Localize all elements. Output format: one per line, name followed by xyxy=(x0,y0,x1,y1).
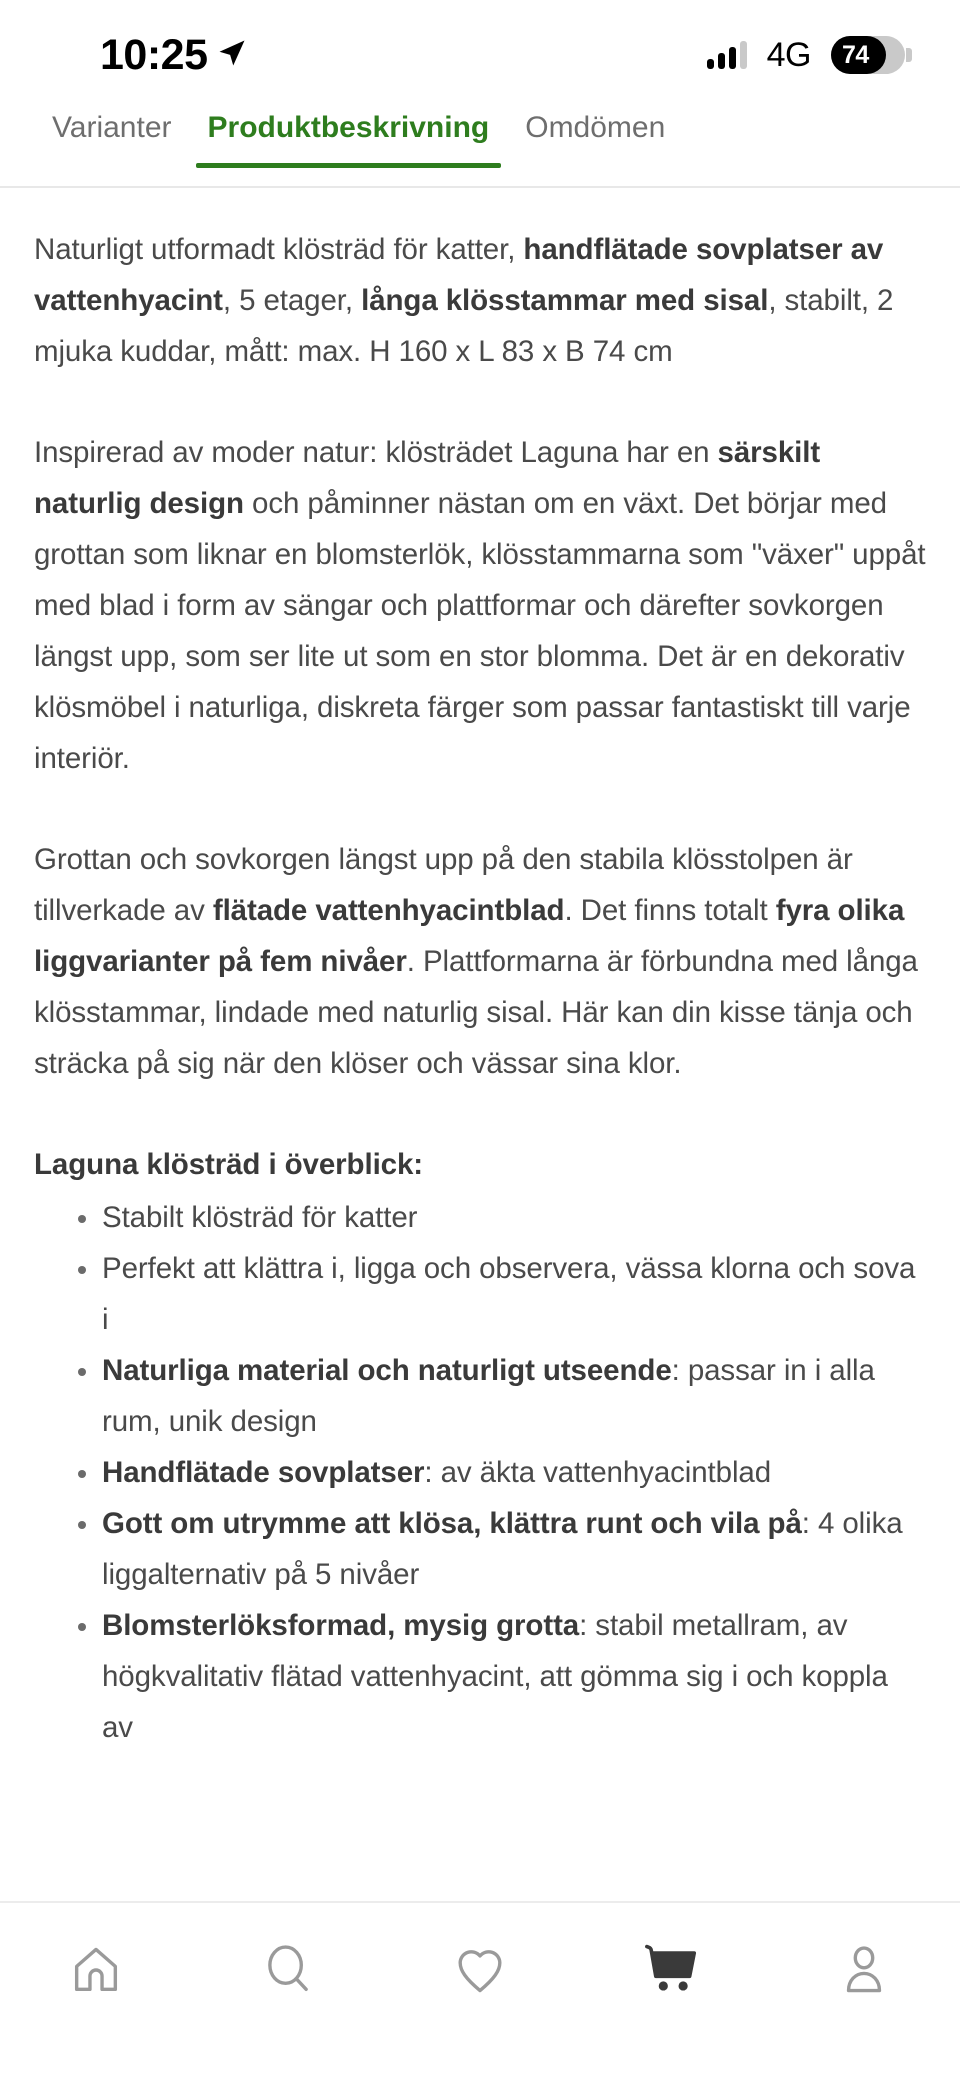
paragraph-1-text-1: Naturligt utformadt klösträd för katter, xyxy=(34,233,524,266)
battery-cap xyxy=(906,48,912,62)
paragraph-3-bold-2: fyra olika liggvarianter på fem nivåer xyxy=(34,894,905,978)
paragraph-3-text-2: . Det finns totalt xyxy=(564,894,776,927)
list-item-text: Stabilt klösträd för katter xyxy=(102,1201,418,1234)
tab-varianter[interactable]: Varianter xyxy=(52,111,172,144)
paragraph-2-bold-1: särskilt naturlig design xyxy=(34,436,821,520)
status-bar-left xyxy=(100,30,247,79)
search-icon xyxy=(259,1941,317,2004)
nav-item-account[interactable] xyxy=(804,1927,924,2017)
list-item-bold: Gott om utrymme att klösa, klättra runt och vila på xyxy=(102,1507,802,1540)
paragraph-1-text-2: , 5 etager, xyxy=(222,284,362,317)
description-paragraph-1 xyxy=(34,224,926,377)
battery-icon xyxy=(831,36,905,74)
battery-level-label: 74 xyxy=(842,40,869,69)
feature-list xyxy=(34,1192,926,1753)
list-item-bold: Blomsterlöksformad, mysig grotta xyxy=(102,1609,580,1642)
status-bar xyxy=(0,0,960,110)
description-scroll-area[interactable] xyxy=(0,188,960,1901)
list-item xyxy=(34,1345,926,1447)
status-time: 10:25 xyxy=(100,30,208,79)
list-item-text: : 4 olika liggalternativ på 5 nivåer xyxy=(102,1507,903,1591)
description-paragraph-2 xyxy=(34,427,926,784)
list-item xyxy=(34,1600,926,1753)
paragraph-2-text-2: och påminner nästan om en växt. Det börjar med grottan som liknar en blomsterlök, klösstammarna som "växer" uppåt med blad i form av sängar och plattformar och därefter sovkorgen längst upp, som ser lite ut som en stor blomma. Det är en dekorativ klösmöbel i naturliga, diskreta färger som passar fantastiskt till varje interiör. xyxy=(34,487,926,775)
cart-icon xyxy=(643,1941,701,2004)
nav-item-search[interactable] xyxy=(228,1927,348,2017)
content-bottom-fade xyxy=(0,1883,960,1901)
home-icon xyxy=(67,1941,125,2004)
paragraph-3-text-1: Grottan och sovkorgen längst upp på den stabila klösstolpen är tillverkade av xyxy=(34,843,853,927)
list-item xyxy=(34,1447,926,1498)
list-item-text: : passar in i alla rum, unik design xyxy=(102,1354,875,1438)
list-item-bold: Handflätade sovplatser xyxy=(102,1456,425,1489)
tab-produktbeskrivning[interactable]: Produktbeskrivning xyxy=(190,110,508,168)
list-item xyxy=(34,1243,926,1345)
description-paragraph-3 xyxy=(34,834,926,1089)
tab-omdomen[interactable]: Omdömen xyxy=(525,111,666,144)
list-item xyxy=(34,1498,926,1600)
paragraph-1-text-3: , stabilt, 2 mjuka kuddar, mått: max. H 160 x L 83 x B 74 cm xyxy=(34,284,894,368)
account-icon xyxy=(835,1941,893,2004)
nav-item-home[interactable] xyxy=(36,1927,156,2017)
paragraph-1-bold-2: långa klösstammar med sisal xyxy=(361,284,769,317)
bottom-navigation-bar xyxy=(0,1901,960,2081)
location-arrow-icon xyxy=(217,38,247,73)
status-bar-right xyxy=(707,36,905,74)
paragraph-1-bold-1: handflätade sovplatser av vattenhyacint xyxy=(34,233,884,317)
list-item xyxy=(34,1192,926,1243)
list-item-text: : av äkta vattenhyacintblad xyxy=(424,1456,772,1489)
list-item-text: Perfekt att klättra i, ligga och observera, vässa klorna och sova i xyxy=(102,1252,916,1336)
list-item-text: : stabil metallram, av högkvalitativ flätad vattenhyacint, att gömma sig i och koppla av xyxy=(102,1609,888,1744)
list-item-bold: Naturliga material och naturligt utseende xyxy=(102,1354,672,1387)
signal-bars-icon xyxy=(707,41,747,69)
nav-item-cart[interactable] xyxy=(612,1927,732,2017)
description-content xyxy=(34,224,926,1753)
product-tabs xyxy=(0,110,960,188)
nav-item-wishlist[interactable] xyxy=(420,1927,540,2017)
feature-list-heading: Laguna klösträd i överblick: xyxy=(34,1148,423,1181)
paragraph-2-text-1: Inspirerad av moder natur: klösträdet Laguna har en xyxy=(34,436,718,469)
network-type-label: 4G xyxy=(766,36,811,74)
paragraph-3-bold-1: flätade vattenhyacintblad xyxy=(212,894,565,927)
paragraph-3-text-3: . Plattformarna är förbundna med långa klösstammar, lindade med naturlig sisal. Här kan din kisse tänja och sträcka på sig när den klöser och vässar sina klor. xyxy=(34,945,918,1080)
heart-icon xyxy=(451,1941,509,2004)
